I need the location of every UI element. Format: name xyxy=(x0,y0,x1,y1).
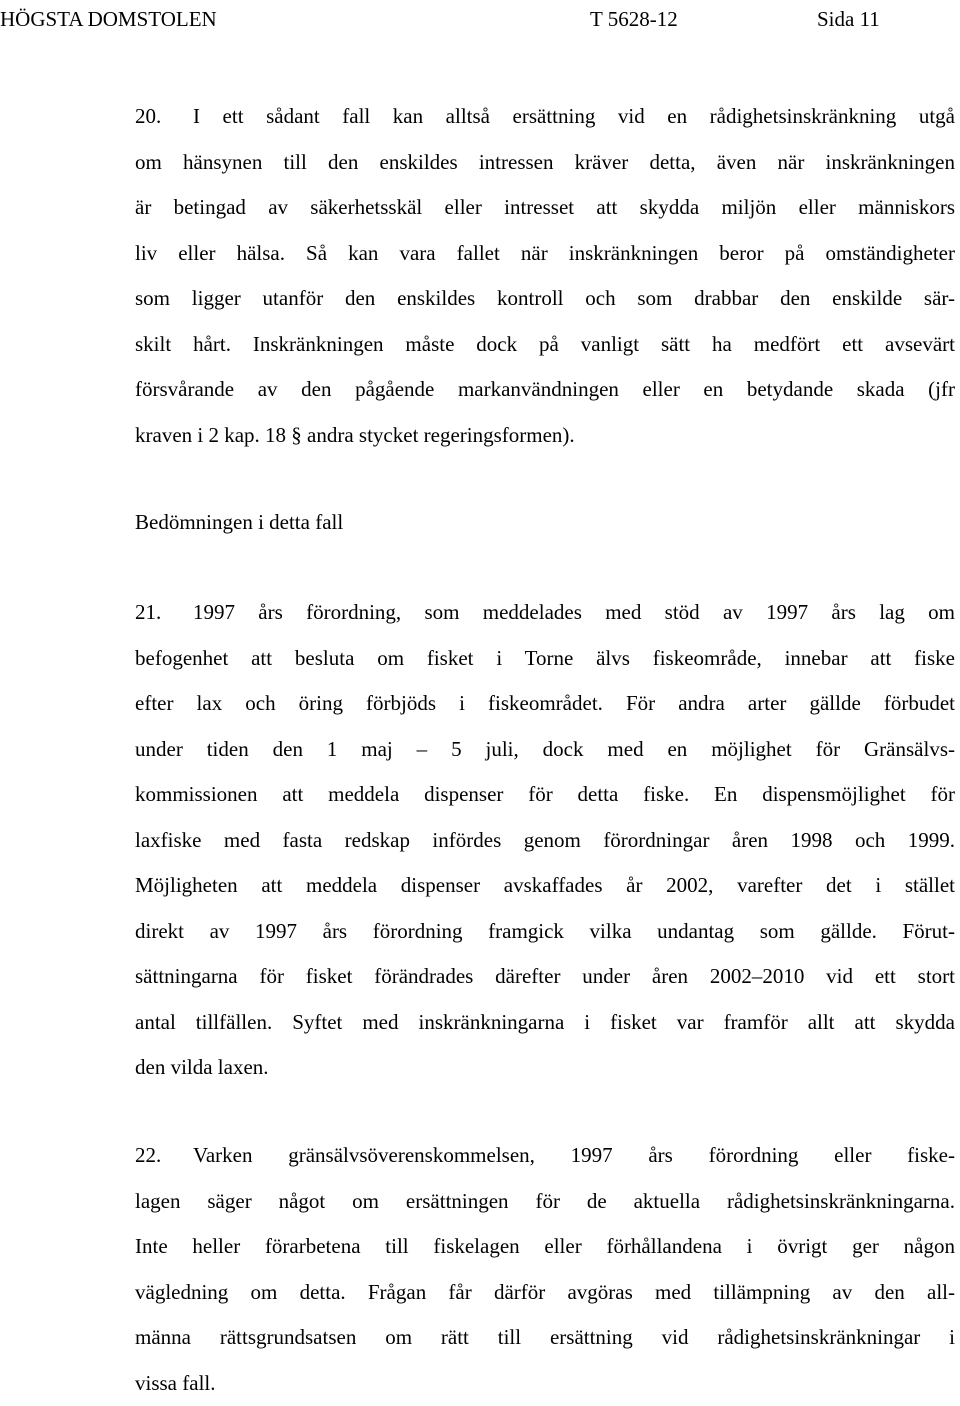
paragraph-line: försvårande av den pågående markanvändningen eller en betydande skada (jfr xyxy=(135,367,955,413)
paragraph-line: liv eller hälsa. Så kan vara fallet när inskränkningen beror på omständigheter xyxy=(135,231,955,277)
paragraph-line: kraven i 2 kap. 18 § andra stycket regeringsformen). xyxy=(135,413,955,459)
paragraph-line: lagen säger något om ersättningen för de aktuella rådighetsinskränkningarna. xyxy=(135,1179,955,1225)
page-header xyxy=(0,4,960,34)
case-number: T 5628-12 xyxy=(590,4,678,34)
paragraph-line: 22. Varken gränsälvsöverenskommelsen, 1997 års förordning eller fiske- xyxy=(135,1133,955,1179)
section-heading: Bedömningen i detta fall xyxy=(135,500,955,546)
paragraph-line: befogenhet att besluta om fisket i Torne älvs fiskeområde, innebar att fiske xyxy=(135,636,955,682)
paragraph-line: antal tillfällen. Syftet med inskränkningarna i fisket var framför allt att skydda xyxy=(135,1000,955,1046)
paragraph-line: efter lax och öring förbjöds i fiskeområdet. För andra arter gällde förbudet xyxy=(135,681,955,727)
paragraph-line: Möjligheten att meddela dispenser avskaffades år 2002, varefter det i stället xyxy=(135,863,955,909)
paragraph-line: är betingad av säkerhetsskäl eller intresset att skydda miljön eller människors xyxy=(135,185,955,231)
paragraph-number: 22. xyxy=(135,1133,193,1179)
paragraph-number: 20. xyxy=(135,94,193,140)
court-name: HÖGSTA DOMSTOLEN xyxy=(0,4,217,34)
paragraph-line: Inte heller förarbetena till fiskelagen eller förhållandena i övrigt ger någon xyxy=(135,1224,955,1270)
paragraph-20 xyxy=(135,94,955,458)
page-number: Sida 11 xyxy=(817,4,880,34)
paragraph-line: 21. 1997 års förordning, som meddelades med stöd av 1997 års lag om xyxy=(135,590,955,636)
paragraph-21 xyxy=(135,590,955,1091)
paragraph-line: som ligger utanför den enskildes kontroll och som drabbar den enskilde sär- xyxy=(135,276,955,322)
paragraph-line: under tiden den 1 maj – 5 juli, dock med en möjlighet för Gränsälvs- xyxy=(135,727,955,773)
paragraph-line: om hänsynen till den enskildes intressen kräver detta, även när inskränkningen xyxy=(135,140,955,186)
paragraph-line: direkt av 1997 års förordning framgick vilka undantag som gällde. Förut- xyxy=(135,909,955,955)
paragraph-line: den vilda laxen. xyxy=(135,1045,955,1091)
paragraph-line: sättningarna för fisket förändrades därefter under åren 2002–2010 vid ett stort xyxy=(135,954,955,1000)
paragraph-line: kommissionen att meddela dispenser för detta fiske. En dispensmöjlighet för xyxy=(135,772,955,818)
paragraph-line: vägledning om detta. Frågan får därför avgöras med tillämpning av den all- xyxy=(135,1270,955,1316)
paragraph-number: 21. xyxy=(135,590,193,636)
paragraph-22 xyxy=(135,1133,955,1406)
paragraph-line: skilt hårt. Inskränkningen måste dock på vanligt sätt ha medfört ett avsevärt xyxy=(135,322,955,368)
paragraph-line: vissa fall. xyxy=(135,1361,955,1406)
paragraph-line: 20. I ett sådant fall kan alltså ersättning vid en rådighetsinskränkning utgå xyxy=(135,94,955,140)
paragraph-line: männa rättsgrundsatsen om rätt till ersättning vid rådighetsinskränkningar i xyxy=(135,1315,955,1361)
paragraph-line: laxfiske med fasta redskap infördes genom förordningar åren 1998 och 1999. xyxy=(135,818,955,864)
